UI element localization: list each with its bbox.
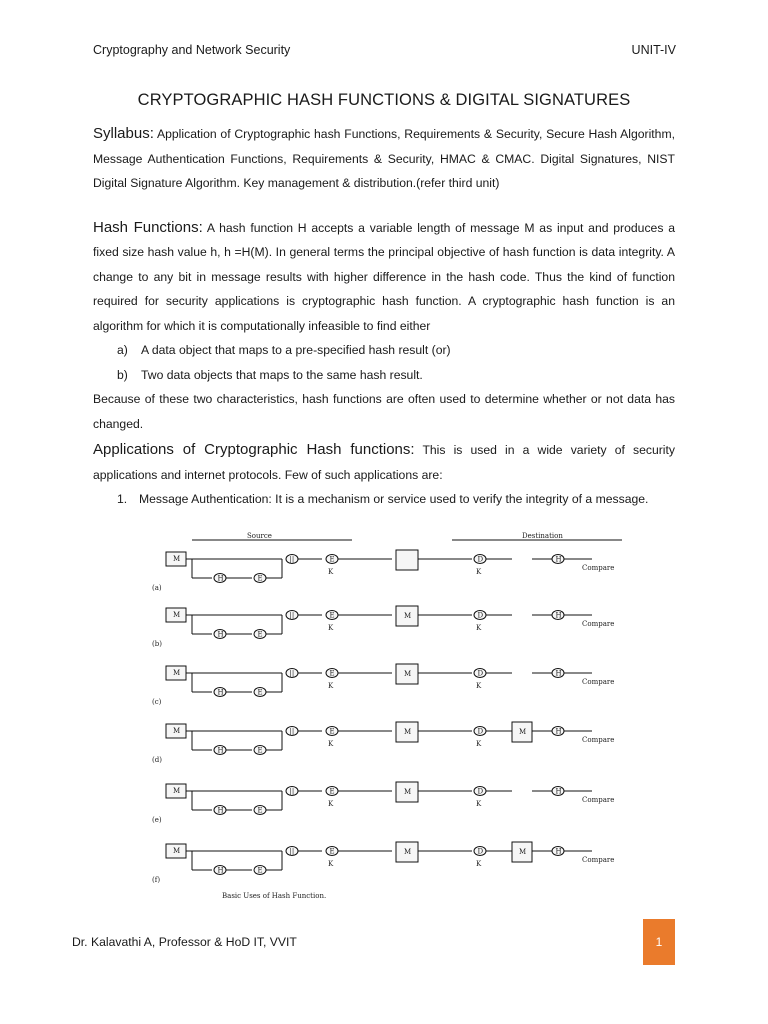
hash-functions-label: Hash Functions: (93, 218, 203, 236)
diagram-box-label: M (519, 728, 527, 736)
diagram-node-label: E (257, 574, 263, 583)
diagram-node-label: E (257, 630, 263, 639)
hash-functions-text: A hash function H accepts a variable length of message M as input and produces a fixed size hash value h, h =H(M). In general terms the principal objective of hash function is data integrity. A change to any bit in message results with higher difference in the hash code. Thus the kind of function required for security applications is cryptographic hash function. A cryptographic hash function is an algorithm for which it is computationally infeasible to find either (93, 220, 675, 333)
diagram-key-label: K (476, 800, 482, 808)
syllabus-text: Application of Cryptographic hash Functions, Requirements & Security, Secure Hash Algorithm, Message Authentication Functions, Requirements & Security, HMAC & CMAC. Digital Signatures, NIST Digital Signature Algorithm. Key management & distribution.(refer third unit) (93, 127, 675, 190)
diagram-key-label: K (476, 624, 482, 632)
applications-text: This is used in a wide variety of security applications and internet protocols. Few of such applications are: (93, 443, 675, 482)
body-text (93, 122, 675, 512)
diagram-box-label: M (173, 669, 181, 677)
diagram-node-label: || (289, 611, 295, 620)
diagram-row-label: (e) (152, 816, 162, 824)
diagram-node-label: H (555, 669, 562, 678)
syllabus-label: Syllabus (93, 125, 150, 142)
hash-function-uses-diagram (152, 532, 636, 904)
diagram-box-label: M (519, 848, 527, 856)
diagram-key-label: K (476, 860, 482, 868)
diagram-node-label: E (329, 555, 335, 564)
footer-author: Dr. Kalavathi A, Professor & HoD IT, VVIT (72, 935, 297, 949)
diagram-box-label: M (404, 612, 412, 620)
diagram-row-label: (b) (152, 640, 162, 648)
hash-requirements-list (93, 338, 675, 387)
list-item: a) A data object that maps to a pre-specified hash result (or) (117, 343, 451, 357)
diagram-key-label: K (328, 682, 334, 690)
diagram-node-label: E (257, 746, 263, 755)
diagram-row-label: (a) (152, 584, 162, 592)
diagram-key-label: K (328, 860, 334, 868)
hash-functions-paragraph (93, 216, 675, 339)
diagram-node-label: D (477, 727, 484, 736)
diagram-node-label: || (289, 787, 295, 796)
diagram-key-label: K (476, 682, 482, 690)
list-item: 1. Message Authentication: It is a mechanism or service used to verify the integrity of a message. (117, 492, 649, 506)
diagram-key-label: K (328, 740, 334, 748)
diagram-box-label: M (404, 848, 412, 856)
diagram-key-label: K (328, 624, 334, 632)
applications-label: Applications of Cryptographic Hash functions: (93, 441, 415, 458)
diagram-node-label: H (555, 787, 562, 796)
diagram-node-label: E (329, 611, 335, 620)
header-unit: UNIT-IV (631, 43, 676, 57)
diagram-box-label: M (173, 555, 181, 563)
diagram-node-label: || (289, 669, 295, 678)
diagram-compare-label: Compare (582, 678, 615, 686)
diagram-node-label: H (217, 688, 224, 697)
diagram-compare-label: Compare (582, 564, 615, 572)
applications-paragraph (93, 438, 675, 487)
diagram-node-label: H (555, 611, 562, 620)
diagram-node-label: E (329, 727, 335, 736)
diagram-source-label: Source (247, 532, 272, 540)
diagram-box-label: M (404, 670, 412, 678)
diagram-node-label: H (217, 806, 224, 815)
page-number: 1 (655, 935, 663, 949)
diagram-row-label: (f) (152, 876, 161, 884)
diagram-node-label: D (477, 787, 484, 796)
diagram-key-label: K (328, 568, 334, 576)
diagram-node-label: E (257, 688, 263, 697)
diagram-key-label: K (328, 800, 334, 808)
diagram-node-label: H (555, 847, 562, 856)
diagram-row-label: (c) (152, 698, 162, 706)
diagram-node-label: H (555, 727, 562, 736)
diagram-key-label: K (476, 740, 482, 748)
diagram-destination-label: Destination (522, 532, 563, 540)
diagram-compare-label: Compare (582, 796, 615, 804)
diagram-node-label: H (217, 630, 224, 639)
diagram-node-label: H (217, 746, 224, 755)
diagram-row-label: (d) (152, 756, 162, 764)
diagram-node-label: D (477, 555, 484, 564)
diagram-compare-label: Compare (582, 736, 615, 744)
header-course: Cryptography and Network Security (93, 43, 291, 57)
diagram-node-label: E (329, 847, 335, 856)
diagram-box-label: M (173, 787, 181, 795)
diagram-compare-label: Compare (582, 856, 615, 864)
diagram-node-label: D (477, 669, 484, 678)
diagram-node-label: D (477, 847, 484, 856)
syllabus-paragraph: Syllabus: Application of Cryptographic hash Functions, Requirements & Security, Secure Hash Algorithm, Message Authentication Functions, Requirements & Security, HMAC & CMAC. Digital Signatures, NIST Digital Signature Algorithm. Key management & distribution.(refer third unit) (93, 125, 675, 190)
diagram-node-label: E (329, 669, 335, 678)
list-item: b) Two data objects that maps to the same hash result. (117, 367, 423, 382)
diagram-node-label: E (257, 806, 263, 815)
diagram-caption: Basic Uses of Hash Function. (222, 892, 327, 900)
diagram-channel-box (396, 550, 418, 570)
diagram-node-label: D (477, 611, 484, 620)
diagram-key-label: K (476, 568, 482, 576)
diagram-node-label: || (289, 847, 295, 856)
page-title: CRYPTOGRAPHIC HASH FUNCTIONS & DIGITAL SIGNATURES (137, 91, 631, 109)
hash-functions-after: Because of these two characteristics, hash functions are often used to determine whether or not data has changed. (93, 392, 675, 431)
diagram-node-label: H (555, 555, 562, 564)
diagram-box-label: M (173, 727, 181, 735)
page-number-badge (643, 919, 675, 965)
diagram-node-label: || (289, 555, 295, 564)
diagram-node-label: H (217, 574, 224, 583)
diagram-box-label: M (404, 788, 412, 796)
diagram-box-label: M (404, 728, 412, 736)
applications-list (93, 487, 675, 512)
diagram-node-label: H (217, 866, 224, 875)
diagram-compare-label: Compare (582, 620, 615, 628)
diagram-node-label: || (289, 727, 295, 736)
diagram-box-label: M (173, 847, 181, 855)
diagram-node-label: E (257, 866, 263, 875)
diagram-node-label: E (329, 787, 335, 796)
diagram-box-label: M (173, 611, 181, 619)
